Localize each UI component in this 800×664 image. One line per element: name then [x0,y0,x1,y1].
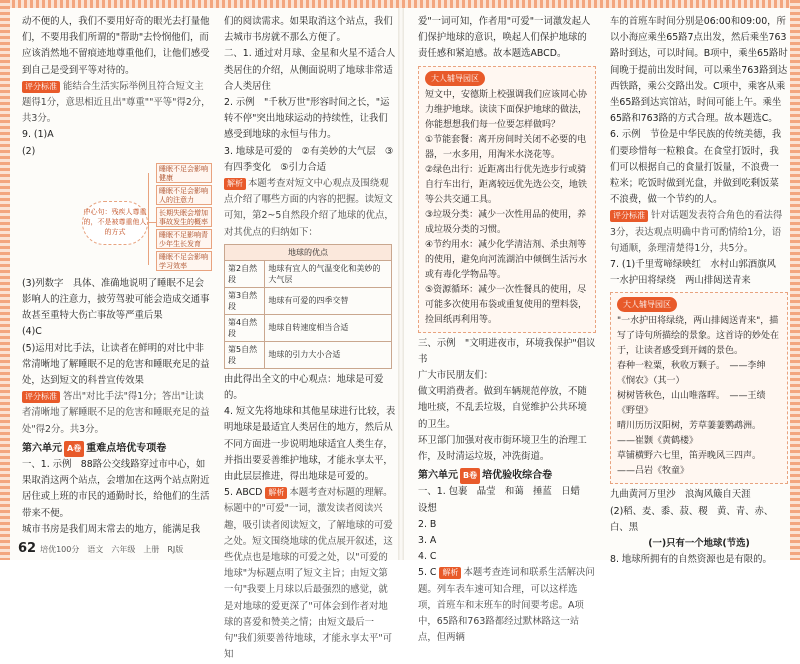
answer-text: 5. ABCD [224,487,263,499]
unit-heading [418,468,596,484]
unit-badge: A卷 [64,441,84,457]
scoring-text: 能结合生活实际举例且符合短文主题得1分，意思相近且出"尊重""平等"得2分，共3分。 [22,80,211,125]
unit-heading [22,441,212,457]
tutor-box-text: 短文中，安德斯上校强调我们应该同心协力维护地球。读读下面保护地球的做法，你能想想我们每一位要怎样做吗？ ①节能套餐：离开房间时关闭不必要的电器，一水多用，用淘米水浇花等。 ②绿色出行：近距离出行优先选步行或骑自行车出行，距离较远优先选公交，地铁等公共交通工具。 ③垃圾分类：减少一次性用品的使用，养成垃圾分类的习惯。 ④节约用水：减少化学清洁剂、杀虫剂等的使用，避免向河流湖泊中倾倒生活污水或有毒化学物品等。 ⑤资源循环：减少一次性餐具的使用，尽可能多次使用布袋或重复使用的塑料袋，捡回纸再利用等。 [425,89,588,325]
analysis-text: 本题考查对短文中心观点及围绕观点介绍了哪些方面的内容的把握。读短文可知，第2~5自然段介绍了地球的优点，对其优点的归纳如下： [224,178,394,238]
page-fold [398,8,404,560]
tutor-box-text: "一水护田将绿绕，两山排闼送青来"，描写了诗句所描绘的景象。这首诗的妙处在于，让读者感受到开阔的景色。 春种一粒粟，秋收万颗子。 ——李绅《悯农》（其一） 树树皆秋色，山山唯落晖。 ——王绩《野望》 晴川历历汉阳树，芳草萋萋鹦鹉洲。 ——崔颢《黄鹤楼》 草铺横野六七里，笛弄晚风三四声。 ——吕岩《牧童》 [617,316,780,477]
analysis-tag: 解析 [265,487,287,499]
tutor-box-title: 大人辅导园区 [425,71,485,86]
unit-title: 第六单元 [418,470,458,482]
table-cell: 第3自然段 [225,287,265,314]
mind-map-node: 睡眠不足会影响人的注意力 [156,185,212,205]
page-number: 62 [18,541,37,556]
answer-2-3: 3. 地球是可爱的 ②有美妙的大气层 ③有四季变化 ⑤引力合适 [224,145,394,173]
answer-2-4: 4. 短文先将地球和其他星球进行比较，表明地球是最适宜人类居住的地方，然后从不同方面进一步说明地球适宜人类生存，并指出要妥善维护地球，才能永享太平，由此层层推进，得出地球是可爱的。 [224,406,396,483]
paragraph: 城市书房是我们周末常去的地方，能满足我 [22,523,201,535]
unit-name: 培优验收综合卷 [482,470,553,482]
table-row [225,287,392,314]
answer-line: 一、1. 包裹 晶莹 和蔼 捶蓝 日蜡 设想 [418,486,590,514]
paragraph: 环卫部门加强对夜市街环境卫生的治理工作，及时清运垃圾，冲洗街道。 [418,434,587,463]
answer-9-1: 9. (1)A [22,129,54,141]
answer-line [418,565,596,646]
answer-9-4: (4)C [22,326,42,338]
column-4 [610,14,788,568]
table-row [225,314,392,341]
scoring-tag: 评分标准 [22,81,60,93]
analysis-tag: 解析 [224,178,246,190]
answer-9-2: (2) [22,145,36,157]
paragraph: 爱"一词可知，作者用"可爱"一词激发起人们保护地球的意识，唤起人们保护地球的责任感和紧迫感。故本题选ABCD。 [418,16,591,60]
page-footer [18,541,183,556]
table-cell: 第5自然段 [225,341,265,368]
answer-9-3: (3)列数字 具体、准确地说明了睡眠不足会影响人的注意力，披劳驾驶可能会造成交通事故甚至重特大伤亡事故等严重后果 [22,277,210,322]
table-cell: 地球的引力大小合适 [265,341,392,368]
table-cell: 第2自然段 [225,260,265,287]
scoring-text: 答出"对比手法"得1分；答出"让读者清晰地了解睡眠不足的危害和睡眠充足的益处"得2分。共3分。 [22,391,210,435]
table-cell: 地球有宜人的气温变化和美妙的大气层 [265,260,392,287]
scoring-tag: 评分标准 [610,210,648,222]
paragraph: 车的首班车时间分别是06:00和09:00，所以小海应乘坐65路7点出发，然后乘坐763路时到达，可以时间。B项中，乘坐65路时间晚于提前出发时间，可以乘坐763路到达西铁路，乘公交路出发。C项中，乘客从乘坐65路到达宾馆站，时间可能上午。乘坐65路和763路的方式合理。故本题选C。 [610,16,788,125]
scoring-note [610,208,788,257]
table-cell: 地球自转速度相当合适 [265,314,392,341]
column-1 [22,14,212,538]
paragraph: 广大市民朋友们： [418,370,494,382]
answer-line: 3. A [418,535,437,547]
answer-2-1: 二、1. 通过对月球、金星和火星不适合人类居住的介绍，从侧面说明了地球非常适合人类居住 [224,48,396,92]
column-3 [418,14,596,646]
tutor-box [610,292,788,484]
answer-3-title: 三、示例 "文明进夜市，环境我保护"倡议书 [418,337,596,365]
paragraph: 由此得出全文的中心观点：地球是可爱的。 [224,373,384,402]
unit-name: 重难点培优专项卷 [86,442,167,454]
tutor-box [418,66,596,333]
scoring-tag: 评分标准 [22,391,60,403]
table-row [225,260,392,287]
answer-7-2: (2)稻、麦、黍、菽、稷 黄、青、赤、白、黑 [610,505,774,533]
analysis-text: 本题考查连词和联系生活解决问题。列车表车速可知合理，可以这样选项，首班车和末班车的时间要考虑。A项中，65路和763路都经过默林路这一站点，但两辆 [418,567,595,644]
mind-map [22,163,212,273]
analysis [224,176,396,241]
answer-8: 8. 地球所拥有的自然资源也是有限的。 [610,554,772,566]
mind-map-center: 中心句：残疾人尊重的，不是被尊重他人的方式 [82,201,148,245]
scoring-note [22,389,212,438]
answer-text: 5. C [418,567,437,579]
decorative-border-left [0,0,10,560]
decorative-border-top [0,0,800,8]
earth-advantages-table [224,244,392,369]
answer-2-5 [224,485,396,663]
mind-map-node: 长期失眠会增加事故发生的概率 [156,207,212,227]
scoring-text: 针对话题发表符合角色的看法得3分，表达观点明确中肯可酌情给1分，语句通顺，条理清楚得1分，共5分。 [610,210,783,254]
answer-7-1: 7. (1)千里莺啼绿映红 水村山郭酒旗风 [610,259,776,271]
mind-map-node: 睡眠不足影响青少年生长发育 [156,229,212,249]
paragraph: 做文明消费者。做到车辆规范停放，不随地吐痰，不乱丢垃圾，自觉维护公共环境的卫生。 [418,386,587,430]
decorative-border-right [790,0,800,560]
table-title: 地球的优点 [225,244,392,260]
answer-line: 4. C [418,551,437,563]
analysis-text: 本题考查对标题的理解。标题中的"可爱"一词，激发读者阅读兴趣，吸引读者阅读短文，了解地球的可爱之处。短文围绕地球的优点展开叙述，这些优点也是地球的可爱之处，以"可爱的地球"为标题点明了短文主旨；由短文第一句"我要上月球以后最强烈的感觉，就是对地球的爱更深了"可体会到作者对地球的喜爱和赞美之情；由短文最后一句"我们须要善待地球，才能永享太平"可知 [224,487,393,661]
answer-line: 2. B [418,518,437,530]
unit-badge: B卷 [460,468,480,484]
answer-9-5: (5)运用对比手法，让读者在鲜明的对比中非常清晰地了解睡眠不足的危害和睡眠充足的益处，达到短文的科普宣传效果 [22,342,210,387]
mind-map-connector [148,222,156,223]
answer-6: 6. 示例 节俭是中华民族的传统美德，我们要珍惜每一粒粮食。在食堂打饭时，我们可以根据自己的食量打饭量，不浪费一粒米；吃饭时做到光盘，并做到吃剩饭菜不浪费，做一个节约的人。 [610,129,782,206]
table-cell: 地球有可爱的四季交替 [265,287,392,314]
section-heading: (一)只有一个地球(节选) [648,538,750,550]
table-cell: 第4自然段 [225,314,265,341]
footer-text: 培优100分 语文 六年级 上册 RJ版 [40,545,184,554]
mind-map-node: 睡眠不足会影响学习效率 [156,251,212,271]
answer-7-1b: 一水护田将绿绕 两山排闼送青来 [610,275,751,287]
answer-1-1: 一、1. 示例 88路公交线路穿过市中心，如果取消这两个站点，会增加在这两个站点附近居住或上班的市民的通勤时长，给他们的生活带来不便。 [22,459,210,519]
column-2 [224,14,396,664]
tutor-box-title: 大人辅导园区 [617,297,677,312]
answer-2-2: 2. 示例 "千秋万世"形容时间之长，"运转不停"突出地球运动的持续性，让我们感受到地球的永恒与伟力。 [224,97,390,141]
unit-title: 第六单元 [22,442,62,454]
analysis-tag: 解析 [439,567,461,579]
mind-map-node: 睡眠不足会影响健康 [156,163,212,183]
mind-map-connector [148,173,149,265]
paragraph: 动不便的人，我们不要用好奇的眼光去打量他们，不要用我们所谓的"帮助"去怜悯他们，而应该消然地不留痕迹地尊重他们，让他们感受到自己是受到平等对待的。 [22,16,210,76]
answer-7-line: 九曲黄河万里沙 浪淘风簸自天涯 [610,489,751,501]
paragraph: 们的阅读需求。如果取消这个站点，我们去城市书房就不那么方便了。 [224,16,393,44]
scoring-note [22,79,212,128]
table-row [225,341,392,368]
